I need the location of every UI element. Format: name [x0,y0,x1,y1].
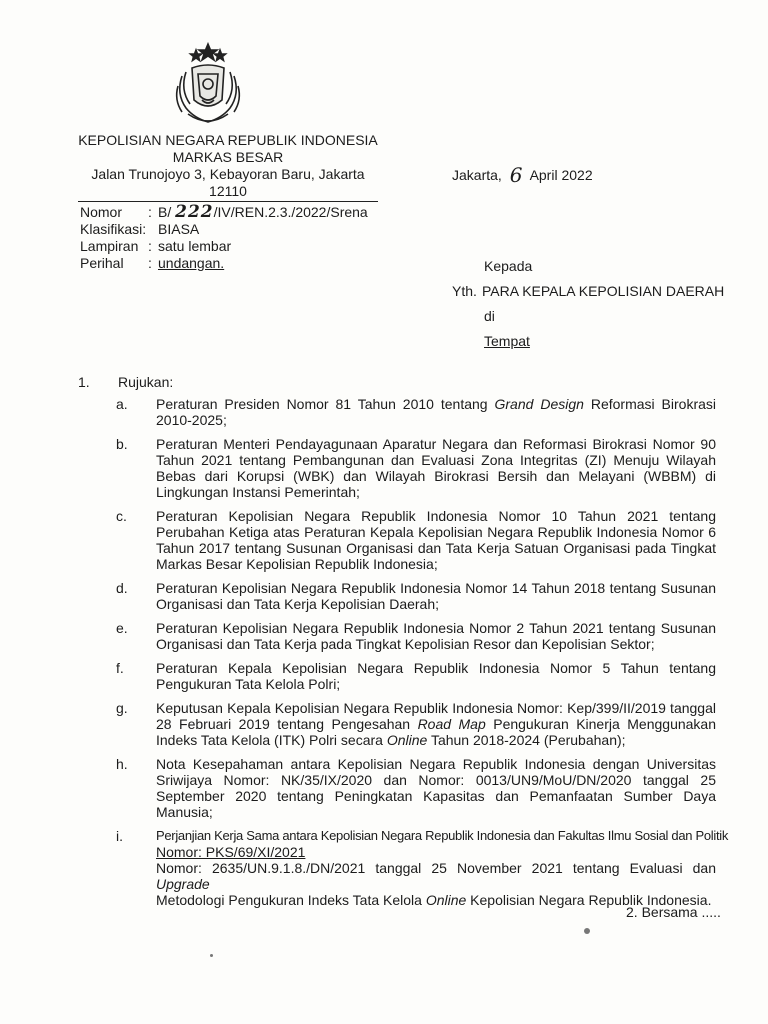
meta-lampiran [80,238,368,255]
item-text-emphasis: Online [386,732,428,748]
lampiran-label: Lampiran [80,238,139,254]
item-text [156,700,716,748]
item-letter: f. [116,660,124,676]
perihal-value: undangan. [158,255,225,271]
reference-item [78,700,718,748]
item-text: Peraturan Kepolisian Negara Republik Indonesia Nomor 2 Tahun 2021 tentang Susunan Organisasi dan Tata Kerja pada Tingkat Kepolisian Resor dan Kepolisian Sektor; [156,620,716,652]
perihal-colon: : [148,255,152,271]
item-letter: h. [116,756,128,772]
item-text: Peraturan Kepala Kepolisian Negara Republik Indonesia Nomor 5 Tahun tentang Pengukuran Tata Kelola Polri; [156,660,716,692]
section-1-title: Rujukan: [118,374,174,390]
item-text: Nota Kesepahaman antara Kepolisian Negara Republik Indonesia dengan Universitas Sriwijaya Nomor: NK/35/IX/2020 dan Nomor: 0013/UN9/MoU/DN/2020 tanggal 25 September 2020 tentang Peningkatan Kapasitas dan Pemanfaatan Sumber Daya Manusia; [156,756,716,820]
item-i-line-1: Perjanjian Kerja Sama antara Kepolisian Negara Republik Indonesia dan Fakultas Ilmu Sosial dan Politik [156,828,729,843]
institution-name: KEPOLISIAN NEGARA REPUBLIK INDONESIA [78,132,378,148]
item-text: Peraturan Kepolisian Negara Republik Indonesia Nomor 14 Tahun 2018 tentang Susunan Organisasi dan Tata Kerja Kepolisian Daerah; [156,580,716,612]
item-text-part: Metodologi Pengukuran Indeks Tata Kelola [156,892,426,908]
klasifikasi-value: BIASA [158,221,200,237]
meta-nomor [80,204,368,221]
item-i-line-3 [156,860,716,892]
nomor-value [158,204,368,221]
addressee-kepada: Kepada [484,258,533,274]
item-text-part: Tahun 2018-2024 (Perubahan); [427,732,626,748]
item-letter: d. [116,580,128,596]
item-letter: e. [116,620,128,636]
item-text-part: Reformasi Birokrasi 2010-2025; [156,396,717,428]
item-text [156,396,716,428]
section-1-number: 1. [78,374,90,390]
item-text-part: Keputusan Kepala Kepolisian Negara Republik Indonesia Nomor: Kep/399/II/2019 tanggal 28 Februari 2019 tentang Pengesahan [156,700,716,732]
item-letter: i. [116,828,123,844]
nomor-label: Nomor [80,204,123,220]
item-i-line-2: Nomor: PKS/69/XI/2021 [156,844,306,860]
scan-speck [584,928,590,934]
page-continuation: 2. Bersama ..... [626,904,721,920]
lampiran-value: satu lembar [158,238,232,254]
letter-body [78,374,729,916]
reference-item [78,508,718,572]
nomor-prefix: B/ [158,204,172,220]
addressee-yth-row [452,279,724,304]
letter-meta [80,204,368,272]
item-text-emphasis: Road Map [417,716,486,732]
nomor-colon: : [148,204,152,220]
item-letter: b. [116,436,128,452]
reference-item [78,620,718,652]
date-month-year: April 2022 [529,167,593,183]
institution-address: Jalan Trunojoyo 3, Kebayoran Baru, Jakarta 12110 [78,166,378,202]
item-text-emphasis: Grand Design [494,396,584,412]
reference-item [78,660,718,692]
addressee-yth: Yth. [452,283,477,299]
perihal-label: Perihal [80,255,124,271]
meta-klasifikasi [80,221,368,238]
letterhead [78,132,378,202]
item-text: Peraturan Kepolisian Negara Republik Indonesia Nomor 10 Tahun 2021 tentang Perubahan Ketiga atas Peraturan Kepala Kepolisian Negara Republik Indonesia Nomor 6 Tahun 2017 tentang Susunan Organisasi dan Tata Kerja Satuan Organisasi pada Tingkat Markas Besar Kepolisian Republik Indonesia; [156,508,716,572]
item-text-emphasis: Online [425,892,467,908]
item-text: Peraturan Menteri Pendayagunaan Aparatur Negara dan Reformasi Birokrasi Nomor 90 Tahun 2021 tentang Pembangunan dan Evaluasi Zona Integritas (ZI) Menuju Wilayah Bebas dari Korupsi (WBK) dan Wilayah Birokrasi Bersih dan Melayani (WBBM) di Lingkungan Instansi Pemerintah; [156,436,716,500]
item-letter: a. [116,396,128,412]
meta-perihal [80,255,368,272]
scan-speck [210,954,213,957]
item-letter: g. [116,700,128,716]
police-emblem-icon [172,42,244,128]
item-text-part: Kepolisian Negara Republik Indonesia. [466,892,712,908]
addressee-tempat-row [452,329,724,354]
item-letter: c. [116,508,127,524]
addressee-recipient: PARA KEPALA KEPOLISIAN DAERAH [482,283,725,299]
addressee-tempat: Tempat [484,333,530,349]
klasifikasi-label: Klasifikasi: [80,221,147,237]
reference-item [78,756,718,820]
item-text [156,828,729,908]
item-text-part: Pengukuran Kinerja Menggunakan Indeks Tata Kelola (ITK) Polri secara [156,716,716,748]
nomor-handwritten: 222 [175,202,214,222]
reference-item [78,436,718,500]
section-1-heading [78,374,718,390]
reference-item [78,828,729,908]
addressee-di: di [484,308,495,324]
addressee-block [452,254,724,354]
unit-name: MARKAS BESAR [172,149,284,165]
letter-date [452,161,593,185]
lampiran-colon: : [148,238,152,254]
date-city: Jakarta, [452,167,502,183]
nomor-suffix: /IV/REN.2.3./2022/Srena [213,204,368,220]
item-text-part: Nomor: 2635/UN.9.1.8./DN/2021 tanggal 25 November 2021 tentang Evaluasi dan [156,860,716,876]
reference-item [78,580,718,612]
date-day-handwritten: 6 [509,163,523,187]
item-text-part: Peraturan Presiden Nomor 81 Tahun 2010 tentang [156,396,495,412]
item-text-emphasis: Upgrade [156,876,210,892]
reference-item [78,396,718,428]
